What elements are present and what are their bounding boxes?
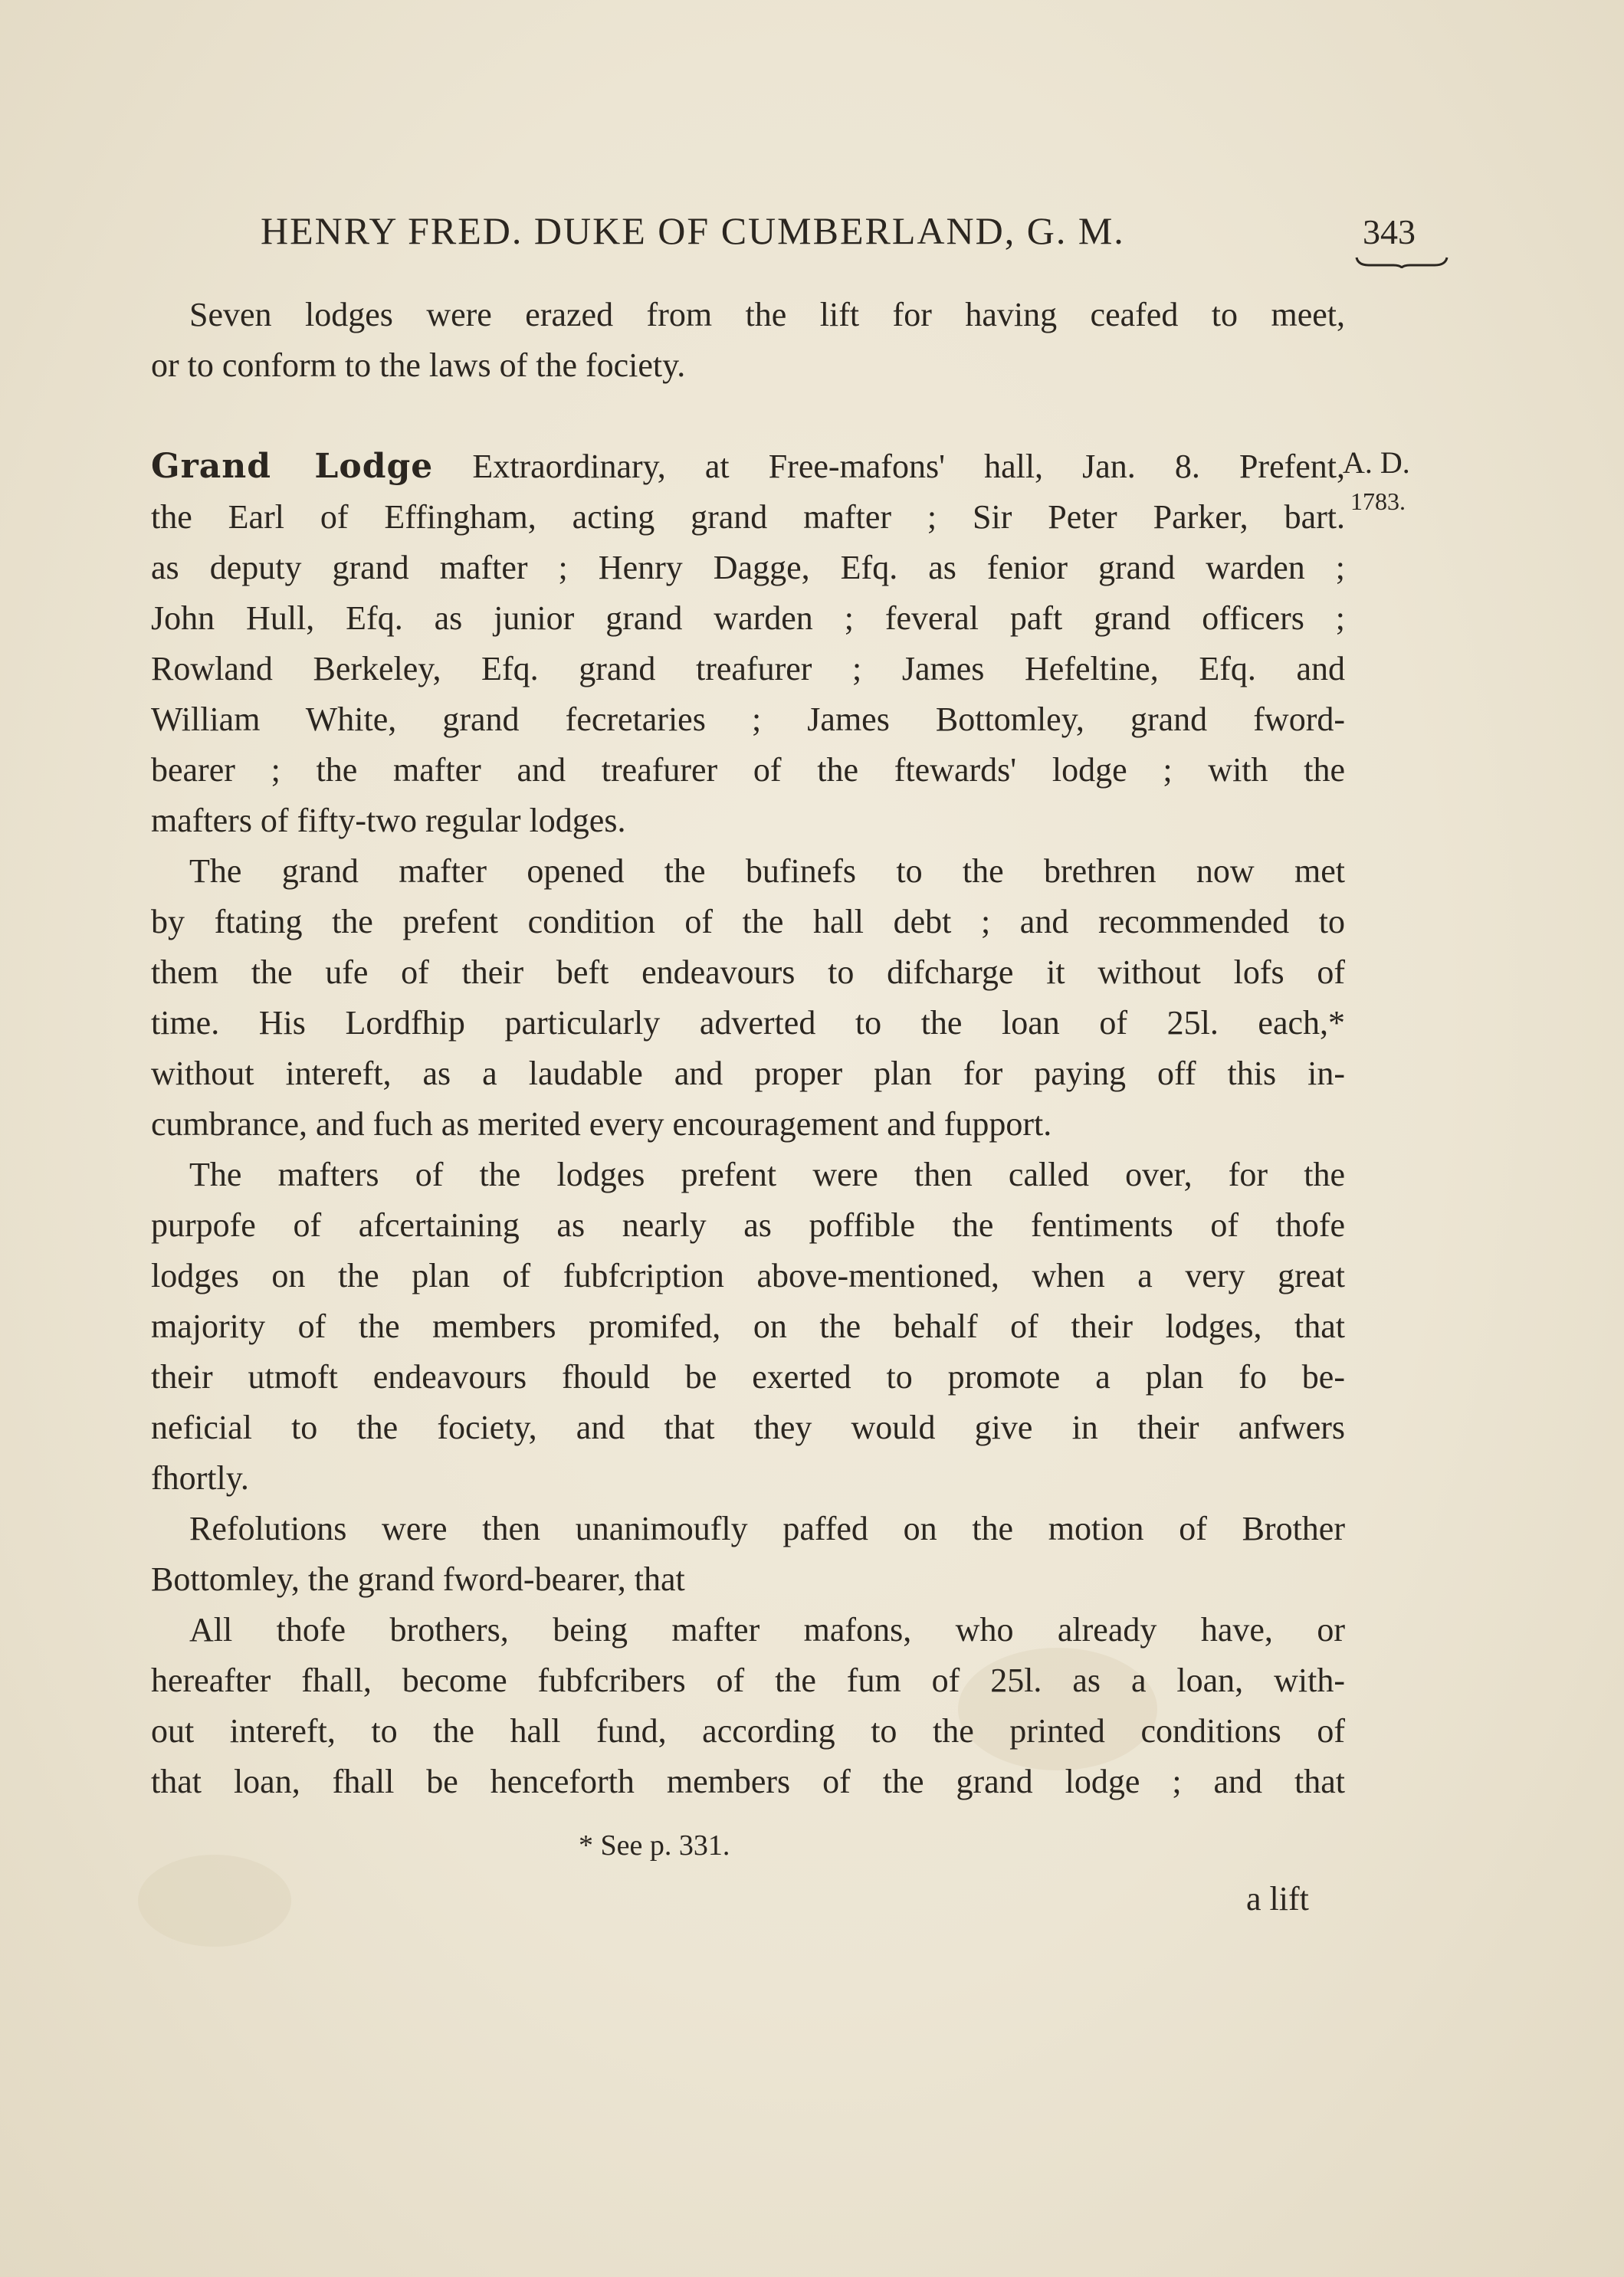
text-line: cumbrance, and fuch as merited every encouragement and fupport.	[151, 1105, 1052, 1143]
running-head	[261, 208, 1416, 262]
text-line: The mafters of the lodges prefent were then called over, for the	[189, 1156, 1345, 1193]
text-line: fhortly.	[151, 1459, 249, 1497]
margin-note-ad: A. D.	[1343, 445, 1410, 480]
text-line: Bottomley, the grand fword-bearer, that	[151, 1560, 685, 1598]
text-line: time. His Lordfhip particularly adverted to the loan of 25l. each,*	[151, 1004, 1345, 1042]
text-line: them the ufe of their beft endeavours to difcharge it without lofs of	[151, 953, 1345, 991]
text-line: bearer ; the mafter and treafurer of the ftewards' lodge ; with the	[151, 751, 1345, 789]
text-line: John Hull, Efq. as junior grand warden ; feveral paft grand officers ;	[151, 599, 1345, 637]
text-line: majority of the members promifed, on the behalf of their lodges, that	[151, 1307, 1345, 1345]
text-line-segment: Extraordinary, at Free-mafons' hall, Jan. 8. Prefent,	[472, 448, 1345, 485]
margin-year: 1783.	[1350, 487, 1406, 515]
text-line: neficial to the fociety, and that they would give in their anfwers	[151, 1409, 1345, 1446]
text-line: without intereft, as a laudable and proper plan for paying off this in-	[151, 1055, 1345, 1092]
text-line: William White, grand fecretaries ; James Bottomley, grand fword-	[151, 700, 1345, 738]
text-line: by ftating the prefent condition of the hall debt ; and recommended to	[151, 903, 1345, 940]
text-line: that loan, fhall be henceforth members of the grand lodge ; and that	[151, 1763, 1345, 1800]
running-title: HENRY FRED. DUKE OF CUMBERLAND, G. M.	[261, 209, 1125, 252]
text-line: The grand mafter opened the bufinefs to the brethren now met	[189, 852, 1345, 890]
grand-lodge-heading: Grand Lodge	[151, 447, 434, 486]
paper-stain	[138, 1855, 291, 1947]
text-line: out intereft, to the hall fund, according to the printed conditions of	[151, 1712, 1345, 1750]
bracket-ornament	[1355, 256, 1448, 268]
text-line: their utmoft endeavours fhould be exerted to promote a plan fo be-	[151, 1358, 1345, 1396]
text-line: Seven lodges were erazed from the lift for having ceafed to meet,	[189, 296, 1345, 333]
footnote: * See p. 331.	[579, 1829, 730, 1862]
text-line: the Earl of Effingham, acting grand mafter ; Sir Peter Parker, bart.	[151, 498, 1345, 536]
text-line-grand-lodge	[151, 443, 1345, 491]
page-number: 343	[1363, 212, 1416, 251]
text-line: lodges on the plan of fubfcription above-mentioned, when a very great	[151, 1257, 1345, 1294]
text-line: purpofe of afcertaining as nearly as poffible the fentiments of thofe	[151, 1206, 1345, 1244]
text-line: Refolutions were then unanimoufly paffed on the motion of Brother	[189, 1510, 1345, 1547]
text-line: mafters of fifty-two regular lodges.	[151, 802, 626, 839]
text-line: hereafter fhall, become fubfcribers of the fum of 25l. as a loan, with-	[151, 1662, 1345, 1699]
text-line: or to conform to the laws of the fociety.	[151, 346, 686, 384]
text-line: as deputy grand mafter ; Henry Dagge, Efq. as fenior grand warden ;	[151, 549, 1345, 586]
text-line: Rowland Berkeley, Efq. grand treafurer ; James Hefeltine, Efq. and	[151, 650, 1345, 687]
catchword: a lift	[1246, 1880, 1309, 1918]
text-line: All thofe brothers, being mafter mafons, who already have, or	[189, 1611, 1345, 1649]
